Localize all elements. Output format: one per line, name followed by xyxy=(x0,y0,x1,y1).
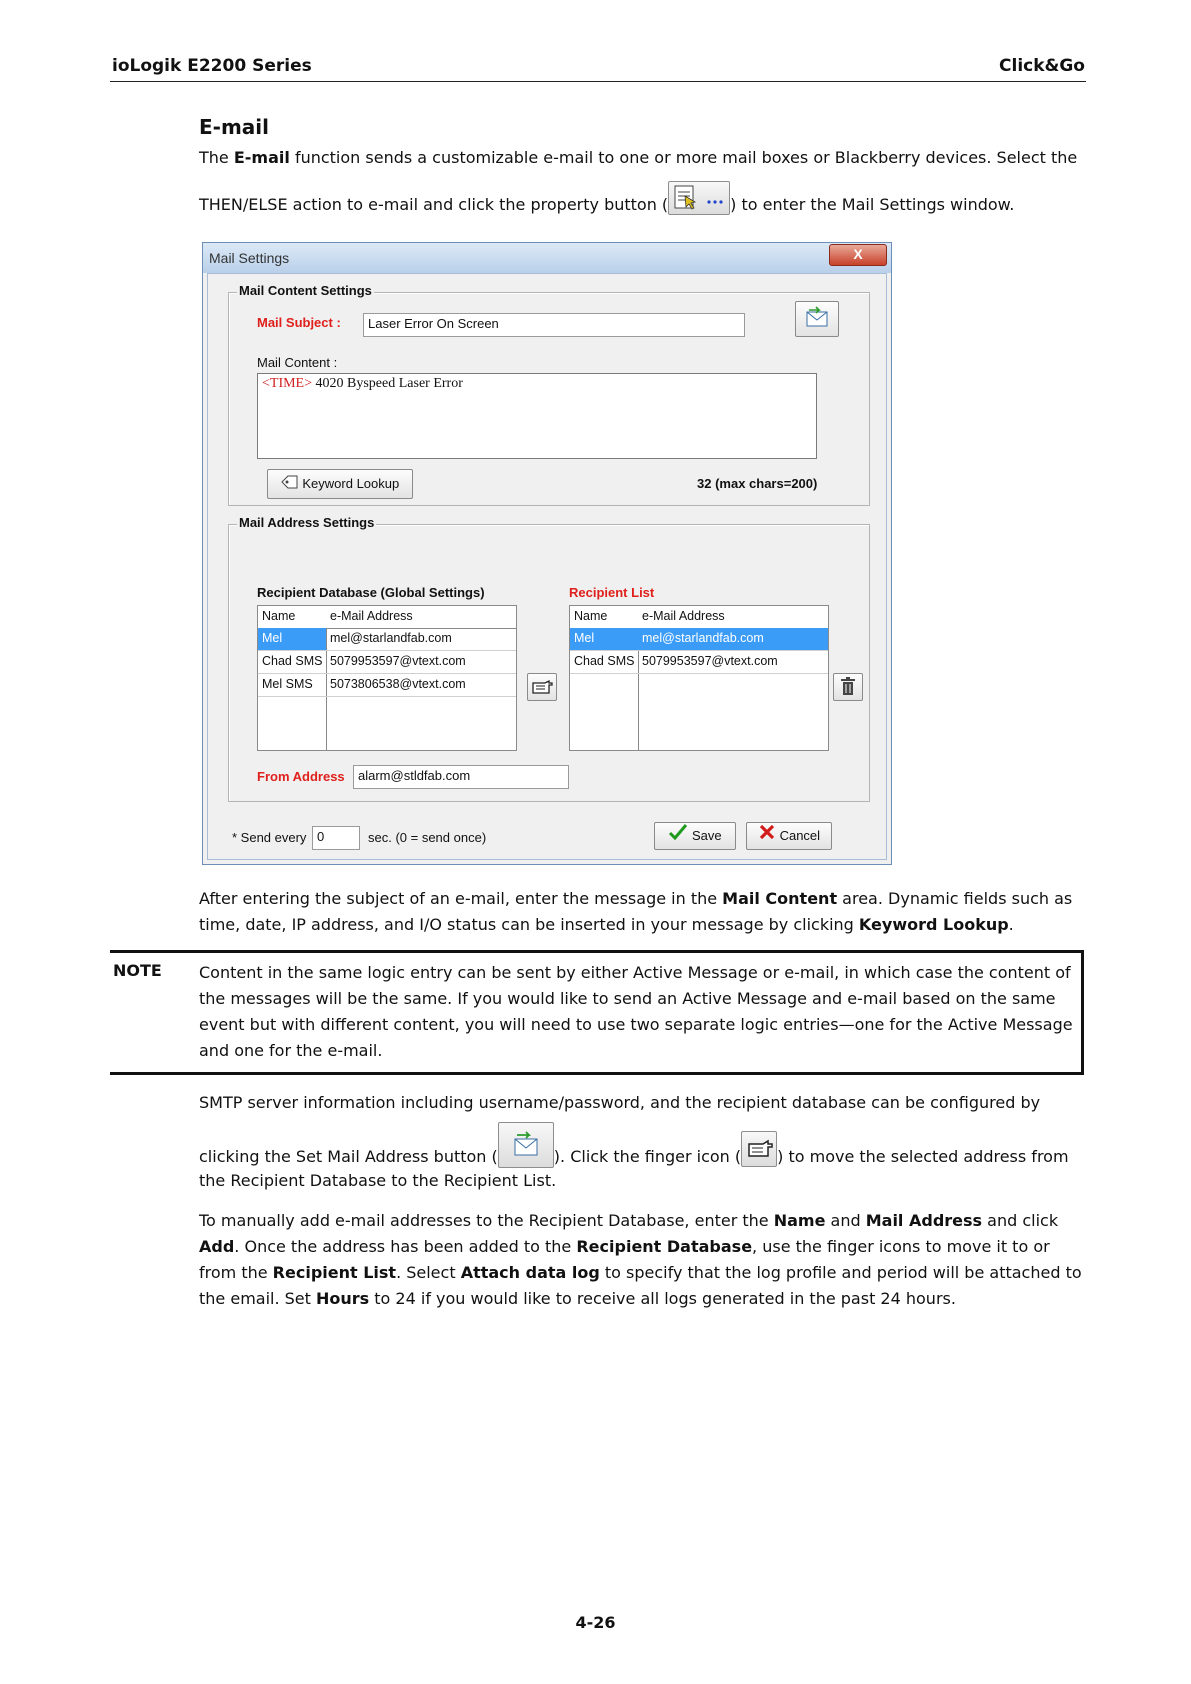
smtp-paragraph-2: clicking the Set Mail Address button ( ). Click the finger icon ( ) to move the selected address from xyxy=(199,1144,1087,1170)
header-title: ioLogik E2200 Series xyxy=(112,56,312,76)
table-row-address-cell[interactable] xyxy=(326,628,516,651)
column-header-address: e-Mail Address xyxy=(330,609,413,623)
row-name: Chad SMS xyxy=(574,654,635,668)
mail-content-text: 4020 Byspeed Laser Error xyxy=(312,376,463,391)
close-button[interactable]: X xyxy=(829,244,887,266)
note-rule-right xyxy=(1081,950,1084,1075)
mail-subject-label: Mail Subject : xyxy=(257,315,341,330)
row-name: Mel SMS xyxy=(262,677,313,691)
section-title: E-mail xyxy=(199,115,270,139)
mail-content-legend: Mail Content Settings xyxy=(239,283,372,298)
save-button[interactable]: Save xyxy=(654,822,736,850)
mail-settings-dialog xyxy=(202,242,892,865)
x-icon xyxy=(758,823,776,850)
finger-icon xyxy=(528,674,556,700)
move-to-list-button[interactable] xyxy=(527,673,557,701)
char-count: 32 (max chars=200) xyxy=(697,476,818,491)
row-address: mel@starlandfab.com xyxy=(642,631,764,645)
note-rule-top xyxy=(110,950,1084,953)
header-rule xyxy=(110,81,1086,82)
recipient-list-title: Recipient List xyxy=(569,585,655,600)
mail-address-button-icon xyxy=(498,1122,554,1168)
recipient-database-table[interactable] xyxy=(257,605,517,751)
smtp-paragraph: SMTP server information including username/password, and the recipient database can be configured by xyxy=(199,1093,1041,1112)
column-header-name: Name xyxy=(262,609,296,623)
mail-subject-input[interactable]: Laser Error On Screen xyxy=(363,313,745,337)
cancel-button[interactable]: Cancel xyxy=(746,822,832,850)
dialog-body xyxy=(207,273,887,860)
tag-icon xyxy=(281,471,299,499)
delete-recipient-button[interactable] xyxy=(833,673,863,701)
recipient-database-title: Recipient Database (Global Settings) xyxy=(257,585,485,600)
row-address: 5079953597@vtext.com xyxy=(642,654,778,668)
mail-content-textarea[interactable] xyxy=(257,373,817,459)
smtp-paragraph-3: the Recipient Database to the Recipient List. xyxy=(199,1171,557,1190)
recipient-list-table[interactable] xyxy=(569,605,829,751)
mail-icon xyxy=(796,302,838,336)
table-header xyxy=(258,606,516,629)
table-header xyxy=(570,606,828,629)
table-row[interactable] xyxy=(258,628,326,651)
table-row[interactable] xyxy=(258,651,516,674)
header-section: Click&Go xyxy=(999,56,1085,76)
intro-paragraph: The E-mail function sends a customizable e-mail to one or more mail boxes or Blackberry devices. Select the xyxy=(199,148,1078,167)
note-label: NOTE xyxy=(113,961,162,980)
mail-content-label: Mail Content : xyxy=(257,355,338,370)
trash-icon xyxy=(834,674,862,700)
mail-content-group xyxy=(228,283,870,506)
time-keyword-tag: <TIME> xyxy=(262,376,313,391)
note-text: Content in the same logic entry can be sent by either Active Message or e-mail, in which case the content of the messages will be the same. If you would like to send an Active Message and e-mail based on the same event but with different content, you will need to use two separate logic entries—one for the Active Message and one for the e-mail. xyxy=(199,963,1073,1060)
dialog-titlebar[interactable] xyxy=(203,243,891,273)
intro-paragraph-2: THEN/ELSE action to e-mail and click the property button ( ) to enter the Mail Settings window. xyxy=(199,192,1087,218)
finger-icon-inline xyxy=(741,1131,777,1167)
column-header-name: Name xyxy=(574,609,608,623)
set-mail-address-button[interactable] xyxy=(795,301,839,337)
table-row[interactable] xyxy=(570,651,828,674)
property-button-icon xyxy=(668,181,730,215)
send-every-suffix: sec. (0 = send once) xyxy=(368,830,487,845)
mail-address-group xyxy=(228,515,870,802)
row-address: mel@starlandfab.com xyxy=(330,631,452,645)
dialog-title: Mail Settings xyxy=(209,250,290,266)
row-name: Mel xyxy=(262,631,283,645)
from-address-label: From Address xyxy=(257,769,345,784)
row-address: 5079953597@vtext.com xyxy=(330,654,466,668)
manual-add-paragraph: To manually add e-mail addresses to the Recipient Database, enter the Name and Mail Address and click Add. Once the address has been added to the Recipient Database, use the finger icons to move it to or from the Recipient List. Select Attach data log to specify that the log profile and period will be attached to the email. Set Hours to 24 if you would like to receive all logs generated in the past 24 hours. xyxy=(199,1211,1082,1308)
send-every-input[interactable]: 0 xyxy=(312,826,360,850)
checkmark-icon xyxy=(668,823,688,850)
column-header-address: e-Mail Address xyxy=(642,609,725,623)
row-name: Mel xyxy=(574,631,595,645)
mail-content-paragraph: After entering the subject of an e-mail, enter the message in the Mail Content area. Dynamic fields such as time, date, IP address, and I/O status can be inserted in your message by clicking Keyword Lookup. xyxy=(199,889,1073,934)
row-address: 5073806538@vtext.com xyxy=(330,677,466,691)
row-name: Chad SMS xyxy=(262,654,323,668)
keyword-lookup-button[interactable]: Keyword Lookup xyxy=(267,469,413,499)
send-every-label: * Send every xyxy=(232,830,307,845)
note-rule-bottom xyxy=(110,1072,1084,1075)
from-address-input[interactable]: alarm@stldfab.com xyxy=(353,765,569,789)
page-number: 4-26 xyxy=(575,1613,616,1632)
mail-address-legend: Mail Address Settings xyxy=(239,515,375,530)
table-row[interactable] xyxy=(258,674,516,697)
table-row[interactable] xyxy=(570,628,828,651)
